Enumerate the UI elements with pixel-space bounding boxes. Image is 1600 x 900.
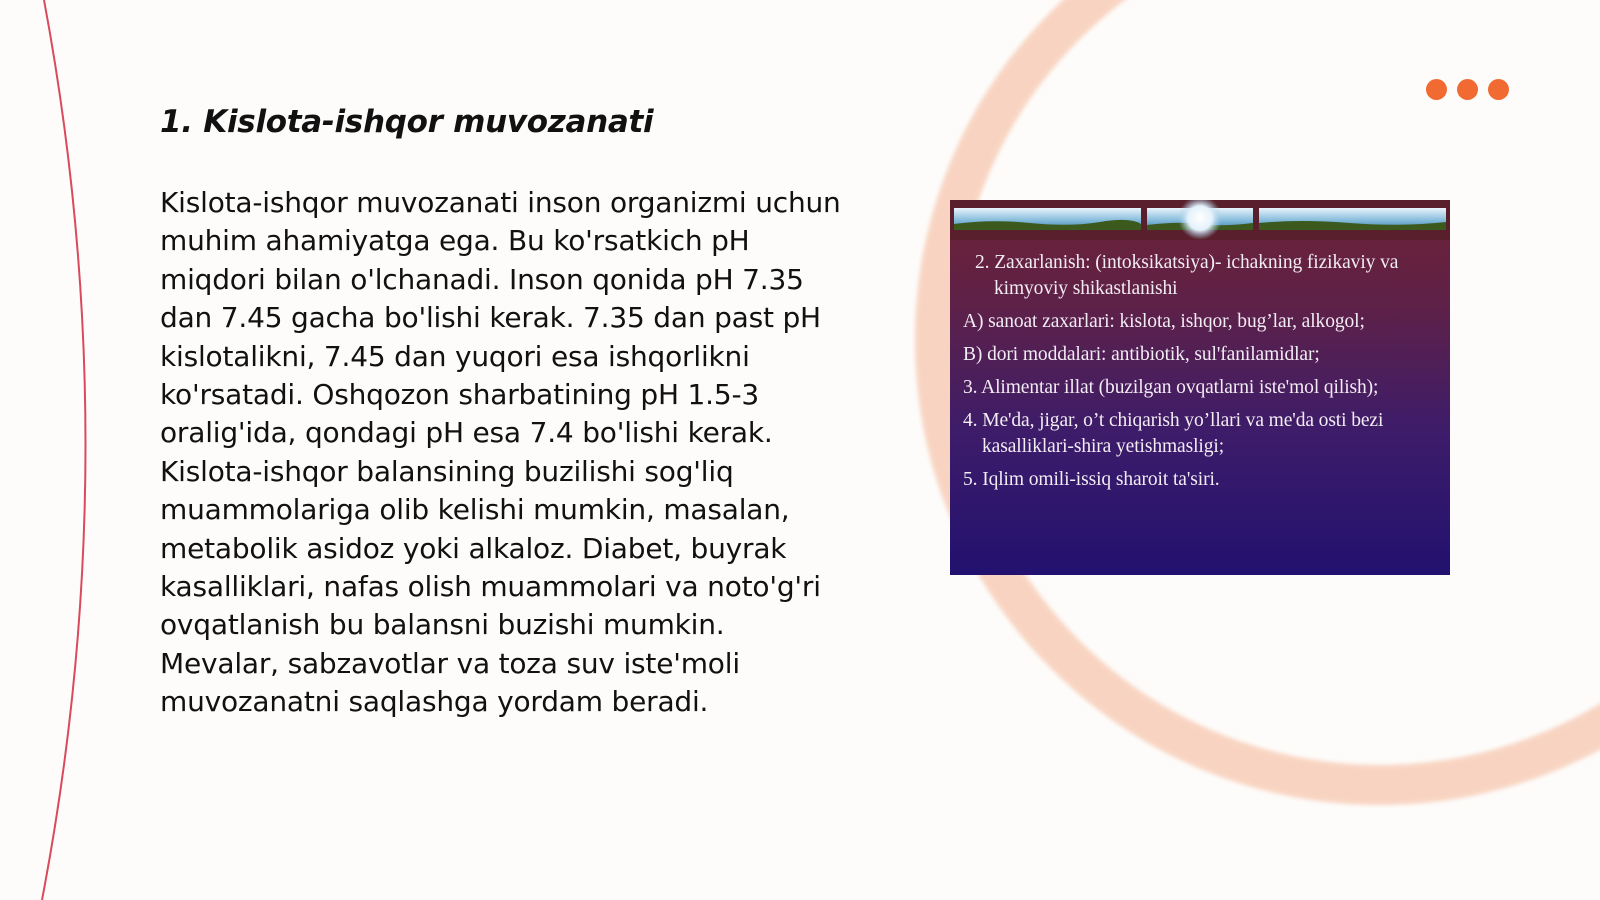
slide-list-item: B) dori moddalari: antibiotik, sul'fanilamidlar; — [963, 344, 1320, 365]
dot-icon — [1488, 79, 1509, 100]
body-paragraph: Kislota-ishqor muvozanati inson organizmi uchun muhim ahamiyatga ega. Bu ko'rsatkich pH miqdori bilan o'lchanadi. Inson qonida pH 7.35 dan 7.45 gacha bo'lishi kerak. 7.35 dan past pH kislotalikni, 7.45 dan yuqori esa ishqorlikni ko'rsatadi. Oshqozon sharbatining pH 1.5-3 oralig'ida, qondagi pH esa 7.4 bo'lishi kerak. Kislota-ishqor balansining buzilishi sog'liq muammolariga olib kelishi mumkin, masalan, metabolik asidoz yoki alkaloz. Diabet, buyrak kasalliklari, nafas olish muammolari va noto'g'ri ovqatlanish bu balansni buzishi mumkin. Mevalar, sabzavotlar va toza suv iste'moli muvozanatni saqlashga yordam beradi. — [160, 186, 841, 719]
page-title: 1. Kislota-ishqor muvozanati — [160, 104, 654, 140]
embedded-slide-image — [950, 200, 1450, 575]
dot-icon — [1457, 79, 1478, 100]
slide-text-list — [963, 250, 1443, 500]
slide-list-item: 3. Alimentar illat (buzilgan ovqatlarni iste'mol qilish); — [963, 377, 1379, 398]
decorative-left-arc — [42, 0, 86, 900]
dot-icon — [1426, 79, 1447, 100]
slide-list-item: 4. Me'da, jigar, o’t chiqarish yo’llari va me'da osti bezi kasalliklari-shira yetishmasligi; — [963, 410, 1384, 457]
dots-decoration — [1426, 79, 1509, 100]
slide-list-item: 2. Zaxarlanish: (intoksikatsiya)- ichakning fizikaviy va kimyoviy shikastlanishi — [975, 252, 1399, 299]
slide-list-item: A) sanoat zaxarlari: kislota, ishqor, bug’lar, alkogol; — [963, 311, 1365, 332]
slide-banner-graphic — [950, 200, 1450, 240]
slide-list-item: 5. Iqlim omili-issiq sharoit ta'siri. — [963, 469, 1220, 490]
